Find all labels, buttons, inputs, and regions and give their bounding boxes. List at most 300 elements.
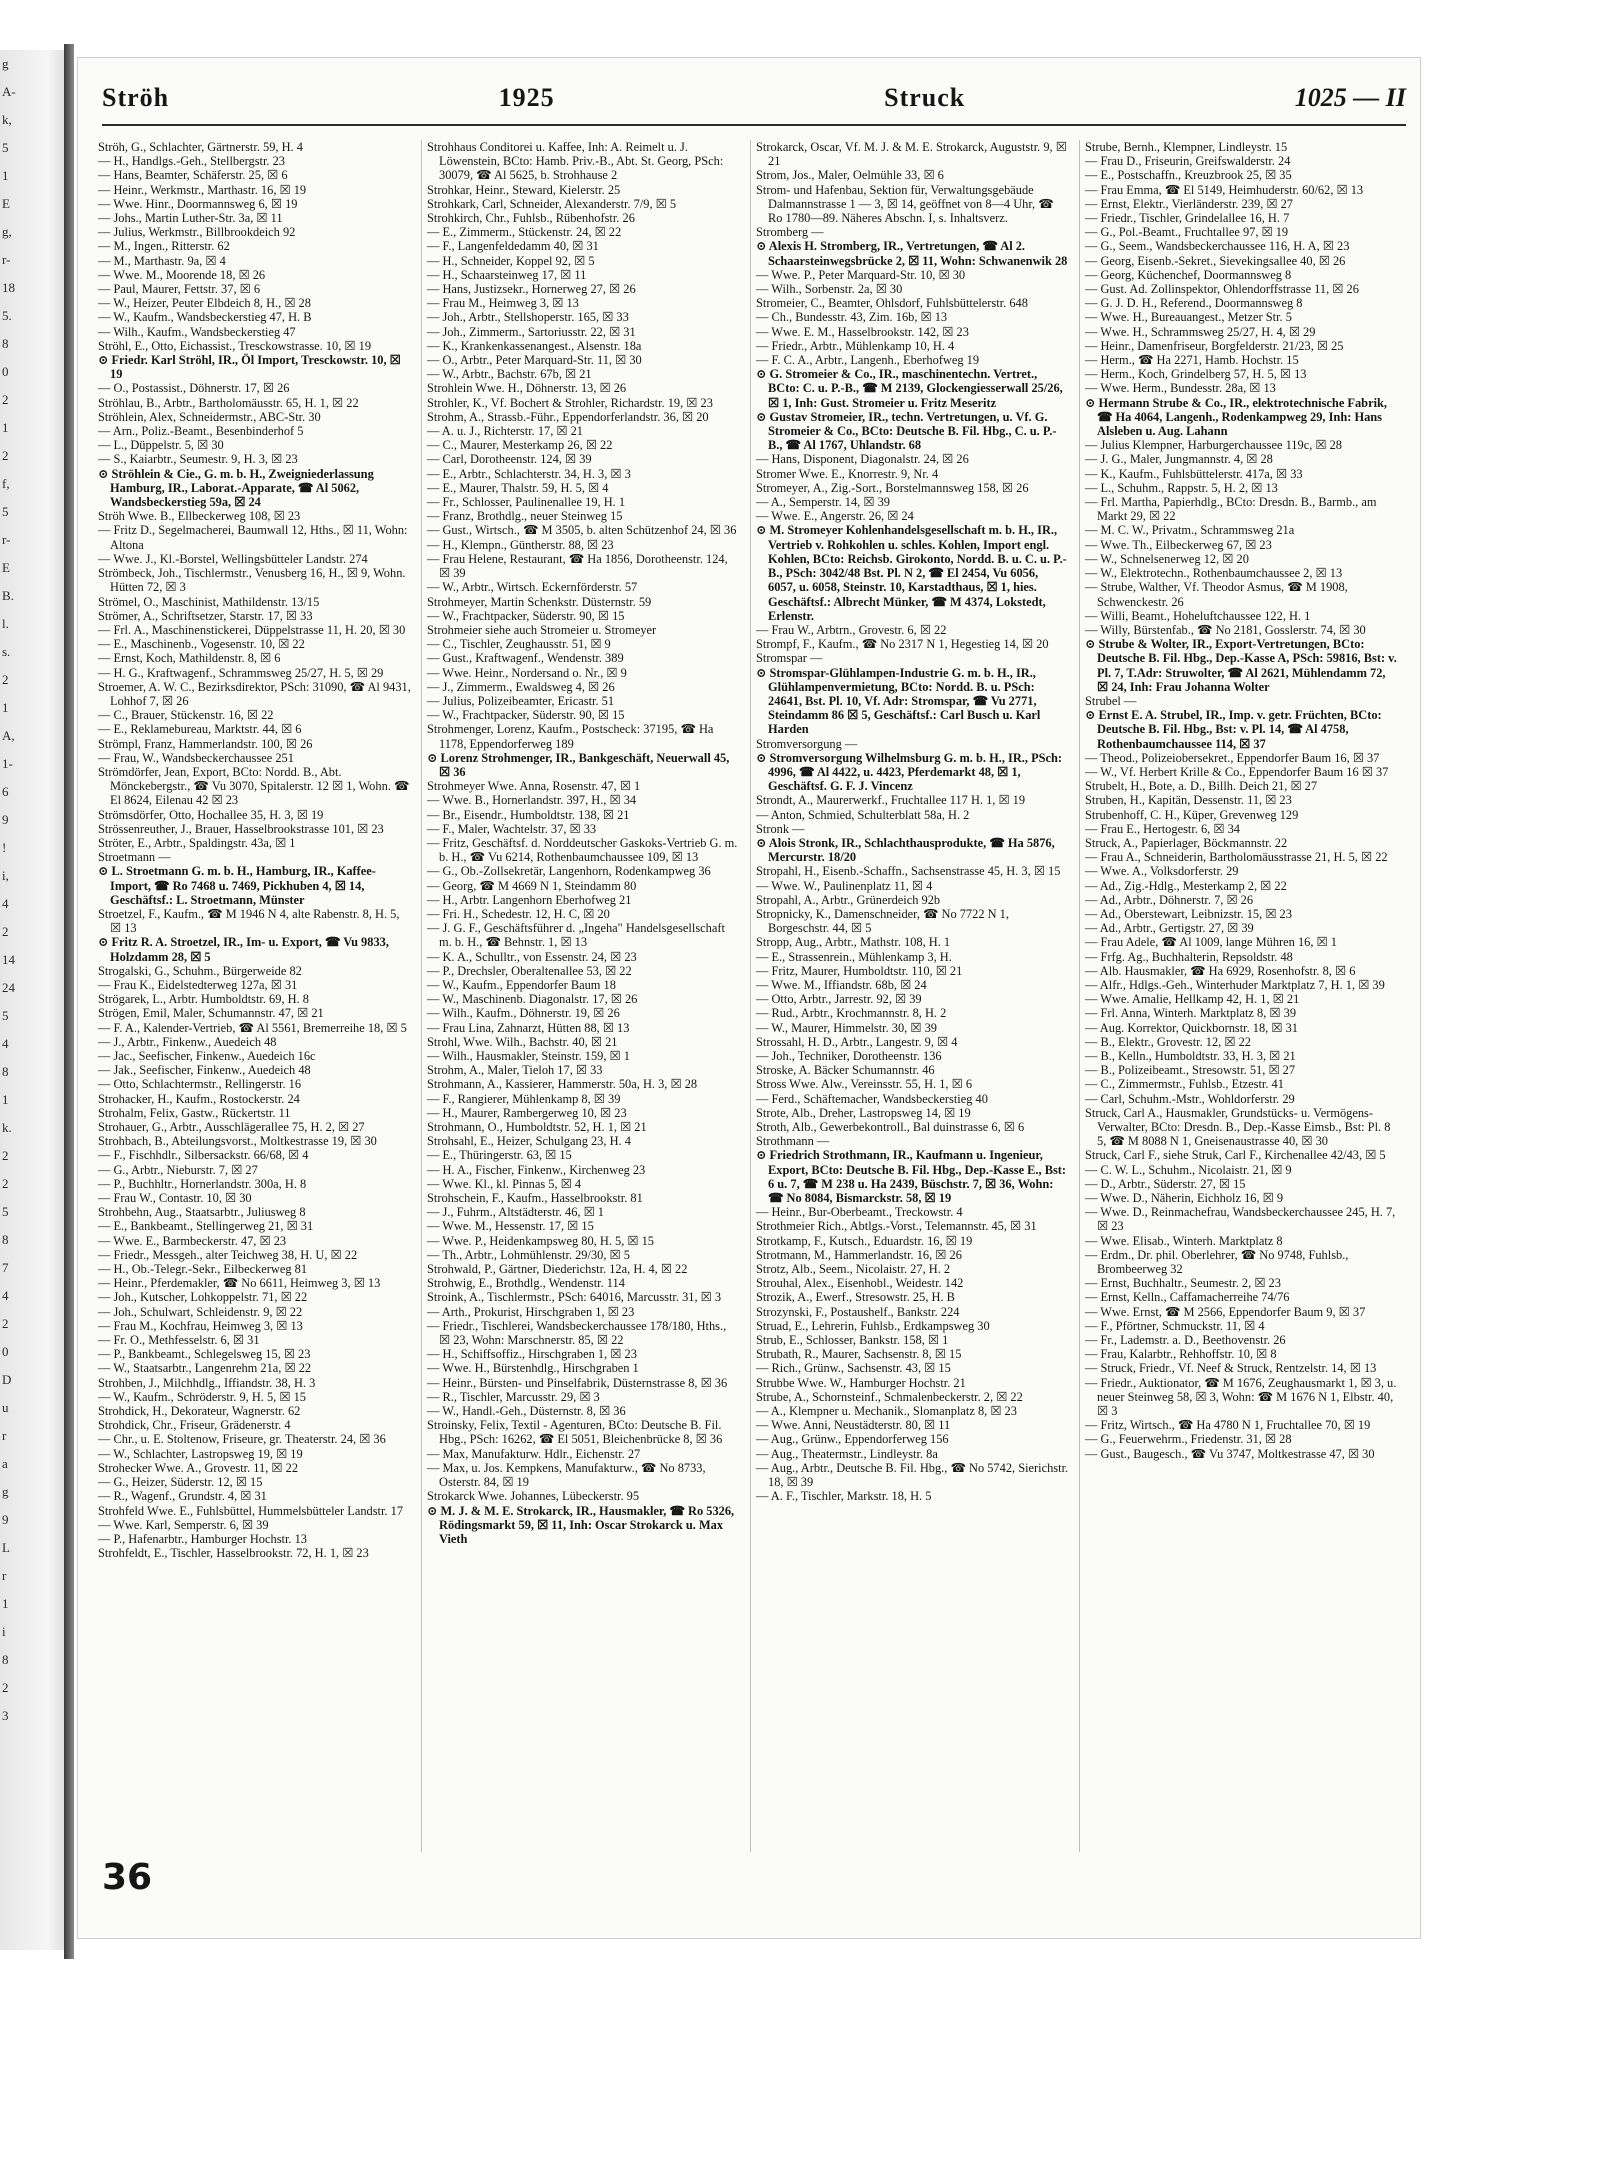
previous-page-fragment: g, bbox=[2, 224, 12, 239]
directory-entry: — R., Tischler, Marcusstr. 29, ☒ 3 bbox=[427, 1389, 600, 1404]
directory-entry: — Georg, Eisenb.-Sekret., Sievekingsallee 40, ☒ 26 bbox=[1085, 253, 1346, 268]
directory-entry: Strohkark, Carl, Schneider, Alexanderstr. 7/9, ☒ 5 bbox=[427, 196, 677, 211]
directory-entry: — G. J. D. H., Referend., Doormannsweg 8 bbox=[1085, 296, 1303, 311]
directory-entry: Struck, Carl A., Hausmakler, Grundstücks- u. Vermögens-Verwalter, BCto: Dresdn. B., Dep.-Kasse Eimsb., Bst: Pl. 8 5, ☎ M 8088 N 1, Gneisenaustrasse 40, ☒ 30 bbox=[1085, 1105, 1391, 1149]
previous-page-fragment: 8 bbox=[2, 1232, 9, 1247]
directory-entry: — C., Tischler, Zeughausstr. 51, ☒ 9 bbox=[427, 637, 611, 652]
directory-entry: Strondt, A., Maurerwerkf., Fruchtallee 117 H. 1, ☒ 19 bbox=[756, 793, 1026, 808]
directory-entry: — Rich., Grünw., Sachsenstr. 43, ☒ 15 bbox=[756, 1361, 951, 1376]
directory-entry: — E., Maschinenb., Vogesenstr. 10, ☒ 22 bbox=[98, 637, 305, 652]
directory-entry: — Wwe. Heinr., Nordersand o. Nr., ☒ 9 bbox=[427, 665, 627, 680]
directory-entry: — G., Ob.-Zollsekretär, Langenhorn, Rodenkampweg 36 bbox=[427, 864, 711, 879]
previous-page-fragment: 1 bbox=[2, 1596, 9, 1611]
directory-entry: — R., Wagenf., Grundstr. 4, ☒ 31 bbox=[98, 1489, 267, 1504]
directory-entry: Strömpl, Franz, Hammerlandstr. 100, ☒ 26 bbox=[98, 736, 313, 751]
directory-entry: — Heinr., Bürsten- und Pinselfabrik, Düsternstrasse 8, ☒ 36 bbox=[427, 1375, 728, 1390]
previous-page-fragment: D bbox=[2, 1372, 12, 1387]
directory-entry: — Wwe. J., Kl.-Borstel, Wellingsbütteler Landstr. 274 bbox=[98, 551, 368, 566]
directory-entry: — E., Postschaffn., Kreuzbrook 25, ☒ 35 bbox=[1085, 168, 1292, 183]
directory-entry: — C., Zimmermstr., Fuhlsb., Etzestr. 41 bbox=[1085, 1077, 1284, 1092]
directory-entry: Strube, A., Schornsteinf., Schmalenbeckerstr. 2, ☒ 22 bbox=[756, 1389, 1023, 1404]
directory-entry: Strohkirch, Chr., Fuhlsb., Rübenhofstr. 26 bbox=[427, 211, 635, 226]
directory-entry: — E., Reklamebureau, Marktstr. 44, ☒ 6 bbox=[98, 722, 302, 737]
directory-entry: Strohmeier siehe auch Stromeier u. Stromeyer bbox=[427, 622, 657, 637]
directory-entry: Ströh, G., Schlachter, Gärtnerstr. 59, H. 4 bbox=[98, 140, 303, 154]
directory-entry: Strömer, A., Schriftsetzer, Starstr. 17, ☒ 33 bbox=[98, 608, 313, 623]
header-year: 1925 bbox=[498, 83, 555, 112]
directory-entry: — Willi, Beamt., Hoheluftchaussee 122, H. 1 bbox=[1085, 608, 1311, 623]
directory-entry: — Arn., Poliz.-Beamt., Besenbinderhof 5 bbox=[98, 424, 304, 439]
directory-entry: Stromversorgung — bbox=[756, 736, 858, 751]
directory-entry: — W., Kaufm., Schröderstr. 9, H. 5, ☒ 15 bbox=[98, 1389, 306, 1404]
directory-entry: — Aug., Grünw., Eppendorferweg 156 bbox=[756, 1432, 949, 1447]
directory-entry: Stropahl, H., Eisenb.-Schaffn., Sachsenstrasse 45, H. 3, ☒ 15 bbox=[756, 864, 1061, 879]
directory-entry: Strote, Alb., Dreher, Lastropsweg 14, ☒ 19 bbox=[756, 1105, 971, 1120]
directory-entry: — Ferd., Schäftemacher, Wandsbeckerstieg 40 bbox=[756, 1091, 988, 1106]
directory-entry: Strokarck Wwe. Johannes, Lübeckerstr. 95 bbox=[427, 1489, 640, 1504]
previous-page-fragment: 1- bbox=[2, 756, 13, 771]
page-number: 36 bbox=[102, 1857, 153, 1898]
directory-entry: Stromspar — bbox=[756, 651, 823, 666]
directory-entry: — M. C. W., Privatm., Schrammsweg 21a bbox=[1085, 523, 1295, 538]
directory-entry: — Frau M., Kochfrau, Heimweg 3, ☒ 13 bbox=[98, 1318, 303, 1333]
header-last-name: Struck bbox=[884, 83, 966, 112]
directory-entry: — Wwe. Amalie, Hellkamp 42, H. 1, ☒ 21 bbox=[1085, 992, 1300, 1007]
header-page-ref: 1025 — II bbox=[1294, 83, 1406, 112]
directory-entry: — Fr., Schlosser, Paulinenallee 19, H. 1 bbox=[427, 495, 626, 510]
directory-entry: Strotz, Alb., Seem., Nicolaistr. 27, H. 2 bbox=[756, 1262, 951, 1277]
directory-entry: — Gust., Baugesch., ☎ Vu 3747, Moltkestrasse 47, ☒ 30 bbox=[1085, 1446, 1375, 1461]
directory-entry: — A., Semperstr. 14, ☒ 39 bbox=[756, 495, 890, 510]
directory-entry: — Joh., Schulwart, Schleidenstr. 9, ☒ 22 bbox=[98, 1304, 303, 1319]
directory-entry: — H., Schiffsoffiz., Hirschgraben 1, ☒ 23 bbox=[427, 1347, 637, 1362]
directory-entry: — Friedr., Tischler, Grindelallee 16, H. 7 bbox=[1085, 211, 1290, 226]
directory-entry: Strothmeier Rich., Abtlgs.-Vorst., Telemannstr. 45, ☒ 31 bbox=[756, 1219, 1037, 1234]
directory-entry: — Aug., Arbtr., Deutsche B. Fil. Hbg., ☎ No 5742, Sierichstr. 18, ☒ 39 bbox=[756, 1460, 1069, 1490]
directory-entry: — Julius Klempner, Harburgerchaussee 119c, ☒ 28 bbox=[1085, 438, 1342, 453]
previous-page-fragment: 2 bbox=[2, 924, 9, 939]
directory-entry: — P., Buchhltr., Hornerlandstr. 300a, H. 8 bbox=[98, 1176, 307, 1191]
previous-page-fragment: B. bbox=[2, 588, 14, 603]
previous-page-fragment: 1 bbox=[2, 420, 9, 435]
directory-entry: Strohlein Wwe. H., Döhnerstr. 13, ☒ 26 bbox=[427, 381, 627, 396]
directory-entry: — Hans, Justizsekr., Hornerweg 27, ☒ 26 bbox=[427, 282, 636, 297]
directory-entry: — W., Kaufm., Eppendorfer Baum 18 bbox=[427, 977, 616, 992]
directory-entry: — W., Schlachter, Lastropsweg 19, ☒ 19 bbox=[98, 1446, 303, 1461]
directory-entry: Strohmeyer, Martin Schenkstr. Düsternstr. 59 bbox=[427, 594, 652, 609]
previous-page-fragment: i bbox=[2, 1624, 6, 1639]
directory-entry: — A., Klempner u. Mechanik., Slomanplatz 8, ☒ 23 bbox=[756, 1404, 1017, 1419]
book-binding-edge bbox=[64, 44, 74, 1959]
directory-entry: — Wilh., Kaufm., Wandsbeckerstieg 47 bbox=[98, 324, 296, 339]
directory-entry: — B., Polizeibeamt., Stresowstr. 51, ☒ 27 bbox=[1085, 1063, 1296, 1078]
directory-entry: Strohdick, H., Dekorateur, Wagnerstr. 62 bbox=[98, 1404, 301, 1419]
directory-entry: — Fritz, Geschäftsf. d. Norddeutscher Gaskoks-Vertrieb G. m. b. H., ☎ Vu 6214, Rothenbaumchaussee 109, ☒ 13 bbox=[427, 835, 738, 865]
directory-entry: ⊙ Friedr. Karl Ströhl, IR., Öl Import, Tresckowstr. 10, ☒ 19 bbox=[98, 353, 401, 382]
directory-entry: Strohmann, O., Humboldtstr. 52, H. 1, ☒ 21 bbox=[427, 1120, 647, 1135]
directory-entry: — J., Arbtr., Finkenw., Auedeich 48 bbox=[98, 1034, 277, 1049]
directory-entry: — H., Arbtr. Langenhorn Eberhofweg 21 bbox=[427, 892, 632, 907]
directory-entry: — W., Schnelsenerweg 12, ☒ 20 bbox=[1085, 551, 1249, 566]
previous-page-margin bbox=[0, 50, 68, 1950]
directory-entry: ⊙ M. J. & M. E. Strokarck, IR., Hausmakler, ☎ Ro 5326, Rödingsmarkt 59, ☒ 11, Inh: Oscar Strokarck u. Max Vieth bbox=[427, 1503, 735, 1546]
directory-entry: — B., Elektr., Grovestr. 12, ☒ 22 bbox=[1085, 1034, 1251, 1049]
directory-entry: — W., Staatsarbtr., Langenrehm 21a, ☒ 22 bbox=[98, 1361, 312, 1376]
previous-page-fragment: u bbox=[2, 1400, 9, 1415]
previous-page-fragment: g bbox=[2, 1484, 9, 1499]
directory-entry: Strögen, Emil, Maler, Schumannstr. 47, ☒ 21 bbox=[98, 1006, 324, 1021]
directory-entry: — Jak., Seefischer, Finkenw., Auedeich 48 bbox=[98, 1063, 311, 1078]
directory-entry: — Wwe. M., Hessenstr. 17, ☒ 15 bbox=[427, 1219, 594, 1234]
directory-entry: — Aug., Theatermstr., Lindleystr. 8a bbox=[756, 1446, 938, 1461]
directory-page bbox=[78, 58, 1420, 1938]
directory-entry: — Johs., Martin Luther-Str. 3a, ☒ 11 bbox=[98, 211, 283, 226]
directory-entry: — K., Kaufm., Fuhlsbüttelerstr. 417a, ☒ 33 bbox=[1085, 466, 1303, 481]
directory-entry: — F. A., Kalender-Vertrieb, ☎ Al 5561, Bremerreihe 18, ☒ 5 bbox=[98, 1020, 407, 1035]
directory-entry: — Frau Helene, Restaurant, ☎ Ha 1856, Dorotheenstr. 124, ☒ 39 bbox=[427, 551, 728, 581]
directory-entry: — Wwe. M., Moorende 18, ☒ 26 bbox=[98, 267, 266, 282]
directory-entry: — Wwe. D., Reinmachefrau, Wandsbeckerchaussee 245, H. 7, ☒ 23 bbox=[1085, 1205, 1396, 1234]
previous-page-fragment: A- bbox=[2, 84, 16, 99]
page-header bbox=[102, 72, 1406, 126]
directory-entry: Stroth, Alb., Gewerbekontroll., Bal duinstrasse 6, ☒ 6 bbox=[756, 1120, 1025, 1135]
directory-entry: — Carl, Schuhm.-Mstr., Wohldorferstr. 29 bbox=[1085, 1091, 1295, 1106]
directory-entry: — Gust. Ad. Zollinspektor, Ohlendorffstrasse 11, ☒ 26 bbox=[1085, 282, 1359, 297]
directory-entry: Strubath, R., Maurer, Sachsenstr. 8, ☒ 15 bbox=[756, 1347, 962, 1362]
directory-entry: — Ad., Arbtr., Gertigstr. 27, ☒ 39 bbox=[1085, 921, 1254, 936]
directory-entry: Stropnicky, K., Damenschneider, ☎ No 7722 N 1, Borgeschstr. 44, ☒ 5 bbox=[756, 906, 1009, 936]
previous-page-fragment: i, bbox=[2, 868, 9, 883]
directory-entry: — Wilh., Hausmakler, Steinstr. 159, ☒ 1 bbox=[427, 1049, 630, 1063]
directory-entry: — Wwe. H., Bürstenhdlg., Hirschgraben 1 bbox=[427, 1361, 639, 1376]
directory-entry: Strossahl, H. D., Arbtr., Langestr. 9, ☒ 4 bbox=[756, 1034, 958, 1049]
directory-entry: — J. G., Maler, Jungmannstr. 4, ☒ 28 bbox=[1085, 452, 1273, 467]
directory-entry: ⊙ Strube & Wolter, IR., Export-Vertretungen, BCto: Deutsche B. Fil. Hbg., Dep.-Kasse A, PSch: 59816, Bst: v. Pl. 7, T.Adr: Struwolter, ☎ Al 2621, Mühlendamm 72, ☒ 24, Inh: Frau Johanna Wolter bbox=[1085, 637, 1397, 694]
previous-page-fragment: 2 bbox=[2, 1316, 9, 1331]
directory-entry: Strozynski, F., Postaushelf., Bankstr. 224 bbox=[756, 1304, 960, 1319]
directory-entry: — Frl. A., Maschinenstickerei, Düppelstrasse 11, H. 20, ☒ 30 bbox=[98, 622, 406, 637]
directory-entry: Strompf, F., Kaufm., ☎ No 2317 N 1, Hegestieg 14, ☒ 20 bbox=[756, 637, 1049, 652]
previous-page-fragment: s. bbox=[2, 644, 11, 659]
directory-entry: — E., Strassenrein., Mühlenkamp 3, H. bbox=[756, 949, 952, 964]
directory-entry: Struad, E., Lehrerin, Fuhlsb., Erdkampsweg 30 bbox=[756, 1318, 990, 1333]
directory-entry: Strom, Jos., Maler, Oelmühle 33, ☒ 6 bbox=[756, 168, 944, 183]
directory-entry: Strohm, A., Strassb.-Führ., Eppendorferlandstr. 36, ☒ 20 bbox=[427, 409, 709, 424]
previous-page-fragment: 4 bbox=[2, 896, 9, 911]
directory-entry: — Ad., Zig.-Hdlg., Mesterkamp 2, ☒ 22 bbox=[1085, 878, 1287, 893]
previous-page-fragment: 2 bbox=[2, 1176, 9, 1191]
directory-entry: Strössenreuther, J., Brauer, Hasselbrookstrasse 101, ☒ 23 bbox=[98, 821, 384, 836]
directory-entry: — Heinr., Werkmstr., Marthastr. 16, ☒ 19 bbox=[98, 182, 307, 197]
directory-entry: — Fri. H., Schedestr. 12, H. C, ☒ 20 bbox=[427, 906, 610, 921]
directory-entry: Stroemer, A. W. C., Bezirksdirektor, PSch: 31090, ☎ Al 9431, Lohhof 7, ☒ 26 bbox=[98, 679, 411, 708]
directory-entry: Ströter, E., Arbtr., Spaldingstr. 43a, ☒ 1 bbox=[98, 835, 296, 850]
previous-page-fragment: k. bbox=[2, 1120, 12, 1135]
directory-entry: — Herm., Koch, Grindelberg 57, H. 5, ☒ 13 bbox=[1085, 367, 1307, 382]
previous-page-fragment: 14 bbox=[2, 952, 15, 967]
directory-entry: — M., Ingen., Ritterstr. 62 bbox=[98, 239, 230, 254]
directory-entry: Strohmann, A., Kassierer, Hammerstr. 50a, H. 3, ☒ 28 bbox=[427, 1077, 698, 1092]
previous-page-fragment: 2 bbox=[2, 1680, 9, 1695]
directory-entry: — W., Arbtr., Wirtsch. Eckernförderstr. 57 bbox=[427, 580, 638, 595]
directory-entry: — Rud., Arbtr., Krochmannstr. 8, H. 2 bbox=[756, 1006, 947, 1021]
directory-entry: ⊙ Lorenz Strohmenger, IR., Bankgeschäft, Neuerwall 45, ☒ 36 bbox=[427, 750, 730, 779]
directory-entry: — Frau, Kalarbtr., Rehhoffstr. 10, ☒ 8 bbox=[1085, 1347, 1277, 1362]
directory-entry: — C. W. L., Schuhm., Nicolaistr. 21, ☒ 9 bbox=[1085, 1162, 1292, 1177]
directory-entry: Strubbe Wwe. W., Hamburger Hochstr. 21 bbox=[756, 1375, 966, 1390]
directory-entry: Strohmeyer Wwe. Anna, Rosenstr. 47, ☒ 1 bbox=[427, 779, 641, 794]
previous-page-fragment: 2 bbox=[2, 1148, 9, 1163]
directory-entry: — Frau K., Eidelstedterweg 127a, ☒ 31 bbox=[98, 977, 298, 992]
previous-page-fragment: 7 bbox=[2, 1260, 9, 1275]
previous-page-fragment: k, bbox=[2, 112, 12, 127]
directory-entry: — Frau D., Friseurin, Greifswalderstr. 24 bbox=[1085, 154, 1291, 169]
column-4 bbox=[1079, 140, 1398, 1852]
directory-entry: Strömdörfer, Jean, Export, BCto: Nordd. B., Abt. Mönckebergstr., ☎ Vu 3070, Spitalerstr. 12 ☒ 1, Wohn. ☎ El 8624, Eilenau 42 ☒ 23 bbox=[98, 764, 410, 808]
directory-entry: Strohwig, E., Brothdlg., Wendenstr. 114 bbox=[427, 1276, 625, 1291]
directory-entry: — Ernst, Buchhaltr., Seumestr. 2, ☒ 23 bbox=[1085, 1276, 1281, 1291]
directory-entry: — F., Langenfeldedamm 40, ☒ 31 bbox=[427, 239, 599, 254]
directory-entry: Strohl, Wwe. Wilh., Bachstr. 40, ☒ 21 bbox=[427, 1034, 618, 1049]
directory-entry: — Wwe. Hinr., Doormannsweg 6, ☒ 19 bbox=[98, 196, 298, 211]
directory-entry: — D., Arbtr., Süderstr. 27, ☒ 15 bbox=[1085, 1176, 1246, 1191]
directory-entry: — C., Brauer, Stückenstr. 16, ☒ 22 bbox=[98, 708, 274, 723]
directory-entry: Stross Wwe. Alw., Vereinsstr. 55, H. 1, ☒ 6 bbox=[756, 1077, 973, 1092]
directory-entry: — Heinr., Damenfriseur, Borgfelderstr. 21/23, ☒ 25 bbox=[1085, 338, 1344, 353]
previous-page-fragment: 18 bbox=[2, 280, 15, 295]
directory-entry: ⊙ L. Stroetmann G. m. b. H., Hamburg, IR., Kaffee-Import, ☎ Ro 7468 u. 7469, Pickhuben 4, ☒ 14, Geschäftsf.: L. Stroetmann, Münster bbox=[98, 864, 376, 907]
directory-entry: — Ernst, Koch, Mathildenstr. 8, ☒ 6 bbox=[98, 651, 281, 666]
directory-entry: — Friedr., Auktionator, ☎ M 1676, Zeughausmarkt 1, ☒ 3, u. neuer Steinweg 58, ☒ 3, Wohn: ☎ M 1676 N 1, Elbstr. 40, ☒ 3 bbox=[1085, 1375, 1397, 1419]
directory-entry: — Wwe. Ernst, ☎ M 2566, Eppendorfer Baum 9, ☒ 37 bbox=[1085, 1304, 1366, 1319]
directory-entry: ⊙ Alexis H. Stromberg, IR., Vertretungen, ☎ Al 2. Schaarsteinwegsbrücke 2, ☒ 11, Wohn: Schwanenwik 28 bbox=[756, 239, 1068, 268]
previous-page-fragment: 5 bbox=[2, 1008, 9, 1023]
directory-entry: — H., Schaarsteinweg 17, ☒ 11 bbox=[427, 267, 587, 282]
directory-entry: — Heinr., Bur-Oberbeamt., Treckowstr. 4 bbox=[756, 1205, 963, 1220]
directory-entry: — Joh., Techniker, Dorotheenstr. 136 bbox=[756, 1049, 942, 1063]
previous-page-fragment: 2 bbox=[2, 392, 9, 407]
directory-entry: — Frau W., Arbtrn., Grovestr. 6, ☒ 22 bbox=[756, 622, 947, 637]
directory-entry: — Frau A., Schneiderin, Bartholomäusstrasse 21, H. 5, ☒ 22 bbox=[1085, 850, 1388, 865]
directory-entry: — W., Frachtpacker, Süderstr. 90, ☒ 15 bbox=[427, 608, 625, 623]
directory-entry: — J., Zimmerm., Ewaldsweg 4, ☒ 26 bbox=[427, 679, 615, 694]
directory-entry: — Frau Lina, Zahnarzt, Hütten 88, ☒ 13 bbox=[427, 1020, 630, 1035]
directory-entry: Strohbehn, Aug., Staatsarbtr., Juliusweg 8 bbox=[98, 1205, 306, 1220]
header-first-name: Ströh bbox=[102, 83, 170, 112]
directory-entry: — K. A., Schulltr., von Essenstr. 24, ☒ 23 bbox=[427, 949, 637, 964]
directory-entry: ⊙ Ströhlein & Cie., G. m. b. H., Zweigniederlassung Hamburg, IR., Laborat.-Apparate, ☎ Al 5062, Wandsbeckerstieg 59a, ☒ 24 bbox=[98, 466, 374, 510]
directory-entry: Struck, A., Papierlager, Böckmannstr. 22 bbox=[1085, 835, 1288, 850]
directory-entry: Strube, Bernh., Klempner, Lindleystr. 15 bbox=[1085, 140, 1288, 154]
directory-entry: — H. G., Kraftwagenf., Schrammsweg 25/27, H. 5, ☒ 29 bbox=[98, 665, 384, 680]
directory-entry: — Wilh., Sorbenstr. 2a, ☒ 30 bbox=[756, 282, 903, 297]
directory-entry: ⊙ Fritz R. A. Stroetzel, IR., Im- u. Export, ☎ Vu 9833, Holzdamm 28, ☒ 5 bbox=[98, 935, 389, 964]
directory-entry: — Franz, Brothdlg., neuer Steinweg 15 bbox=[427, 509, 623, 524]
directory-entry: Stroink, A., Tischlermstr., PSch: 64016, Marcusstr. 31, ☒ 3 bbox=[427, 1290, 722, 1305]
directory-entry: — Georg, Küchenchef, Doormannsweg 8 bbox=[1085, 267, 1292, 282]
directory-entry: — Max, Manufakturw. Hdlr., Eichenstr. 27 bbox=[427, 1446, 641, 1461]
directory-entry: Ströh Wwe. B., Ellbeckerweg 108, ☒ 23 bbox=[98, 509, 301, 524]
directory-entry: — Hans, Disponent, Diagonalstr. 24, ☒ 26 bbox=[756, 452, 969, 467]
directory-entry: — J., Fuhrm., Altstädterstr. 46, ☒ 1 bbox=[427, 1205, 605, 1220]
directory-entry: ⊙ Stromversorgung Wilhelmsburg G. m. b. H., IR., PSch: 4996, ☎ Al 4422, u. 4423, Pferdemarkt 48, ☒ 1, Geschäftsf. G. F. J. Vincenz bbox=[756, 750, 1063, 794]
directory-entry: — Wwe. Herm., Bundesstr. 28a, ☒ 13 bbox=[1085, 381, 1276, 396]
directory-entry: Ströhlau, B., Arbtr., Bartholomäusstr. 65, H. 1, ☒ 22 bbox=[98, 395, 359, 410]
previous-page-fragment: 2 bbox=[2, 448, 9, 463]
directory-entry: — Frau E., Hertogestr. 6, ☒ 34 bbox=[1085, 821, 1240, 836]
directory-entry: — Heinr., Pferdemakler, ☎ No 6611, Heimweg 3, ☒ 13 bbox=[98, 1276, 381, 1291]
directory-entry: Strom- und Hafenbau, Sektion für, Verwaltungsgebäude Dalmannstrasse 1 — 3, ☒ 14, geöffnet von 8—4 Uhr, ☎ Ro 1780—89. Näheres Abschn. I, s. Inhaltsverz. bbox=[756, 182, 1054, 226]
directory-entry: — C., Maurer, Mesterkamp 26, ☒ 22 bbox=[427, 438, 613, 453]
previous-page-fragment: E bbox=[2, 560, 10, 575]
directory-entry: — F., Pförtner, Schmuckstr. 11, ☒ 4 bbox=[1085, 1318, 1265, 1333]
directory-entry: ⊙ G. Stromeier & Co., IR., maschinentechn. Vertret., BCto: C. u. P.-B., ☎ M 2139, Glockengiesserwall 25/26, ☒ 1, Inh: Gust. Stromeier u. Fritz Meseritz bbox=[756, 367, 1063, 410]
previous-page-fragment: 8 bbox=[2, 1064, 9, 1079]
directory-entry: Stroetzel, F., Kaufm., ☎ M 1946 N 4, alte Rabenstr. 8, H. 5, ☒ 13 bbox=[98, 906, 400, 936]
directory-entry: — Frau W., Contastr. 10, ☒ 30 bbox=[98, 1191, 252, 1206]
directory-entry: — Frau Adele, ☎ Al 1009, lange Mühren 16, ☒ 1 bbox=[1085, 935, 1337, 950]
directory-entry: — Georg, ☎ M 4669 N 1, Steindamm 80 bbox=[427, 878, 637, 893]
directory-entry: — Aug. Korrektor, Quickbornstr. 18, ☒ 31 bbox=[1085, 1020, 1298, 1035]
directory-entry: — Otto, Arbtr., Jarrestr. 92, ☒ 39 bbox=[756, 992, 922, 1007]
directory-entry: — G., Pol.-Beamt., Fruchtallee 97, ☒ 19 bbox=[1085, 225, 1289, 240]
directory-entry: — Alfr., Hdlgs.-Geh., Winterhuder Marktplatz 7, H. 1, ☒ 39 bbox=[1085, 977, 1385, 992]
directory-entry: Strubel — bbox=[1085, 693, 1137, 708]
directory-entry: — Frau M., Heimweg 3, ☒ 13 bbox=[427, 296, 579, 311]
directory-entry: Strubenhoff, C. H., Küper, Grevenweg 129 bbox=[1085, 807, 1299, 822]
directory-entry: — Max, u. Jos. Kempkens, Manufakturw., ☎ No 8733, Osterstr. 84, ☒ 19 bbox=[427, 1460, 706, 1490]
directory-entry: — H., Handlgs.-Geh., Stellbergstr. 23 bbox=[98, 154, 285, 169]
previous-page-fragment: r- bbox=[2, 532, 11, 547]
directory-entry: — L., Düppelstr. 5, ☒ 30 bbox=[98, 438, 224, 453]
directory-entry: Strotkamp, F., Kutsch., Eduardstr. 16, ☒ 19 bbox=[756, 1233, 973, 1248]
directory-entry: — W., Arbtr., Bachstr. 67b, ☒ 21 bbox=[427, 367, 592, 382]
directory-entry: — W., Kaufm., Wandsbeckerstieg 47, H. B bbox=[98, 310, 312, 325]
directory-entry: — G., Feuerwehrm., Friedenstr. 31, ☒ 28 bbox=[1085, 1432, 1292, 1447]
previous-page-fragment: 8 bbox=[2, 336, 9, 351]
previous-page-fragment: 4 bbox=[2, 1288, 9, 1303]
directory-entry: ⊙ Ernst E. A. Strubel, IR., Imp. v. getr. Früchten, BCto: Deutsche B. Fil. Hbg., Bst: v. Pl. 14, ☎ Al 4758, Rothenbaumchaussee 114, ☒ 37 bbox=[1085, 708, 1382, 751]
directory-entry: Stroske, A. Bäcker Schumannstr. 46 bbox=[756, 1063, 935, 1078]
directory-entry: Strohmenger, Lorenz, Kaufm., Postscheck: 37195, ☎ Ha 1178, Eppendorferweg 189 bbox=[427, 722, 714, 751]
directory-entry: Strohdick, Chr., Friseur, Grädenerstr. 4 bbox=[98, 1418, 291, 1433]
directory-entry: Strohm, A., Maler, Tieloh 17, ☒ 33 bbox=[427, 1063, 603, 1078]
directory-entry: Stromeier, C., Beamter, Ohlsdorf, Fuhlsbüttelerstr. 648 bbox=[756, 296, 1028, 311]
directory-entry: Strohkar, Heinr., Steward, Kielerstr. 25 bbox=[427, 182, 621, 197]
directory-entry: Strogalski, G., Schuhm., Bürgerweide 82 bbox=[98, 963, 302, 978]
directory-entry: Strohauer, G., Arbtr., Ausschlägerallee 75, H. 2, ☒ 27 bbox=[98, 1120, 365, 1135]
directory-entry: — P., Drechsler, Oberaltenallee 53, ☒ 22 bbox=[427, 963, 632, 978]
directory-entry: ⊙ Alois Stronk, IR., Schlachthausprodukte, ☎ Ha 5876, Mercurstr. 18/20 bbox=[756, 835, 1055, 865]
directory-entry: — W., Vf. Herbert Krille & Co., Eppendorfer Baum 16 ☒ 37 bbox=[1085, 764, 1389, 779]
directory-entry: Strohfeld Wwe. E., Fuhlsbüttel, Hummelsbütteler Landstr. 17 bbox=[98, 1503, 404, 1518]
directory-entry: ⊙ Stromspar-Glühlampen-Industrie G. m. b. H., IR., Glühlampenvermietung, BCto: Nordd. B. u. PSch: 24641, Bst. Pl. 10, Vf. Adr: Stromspar, ☎ Vu 2771, Steindamm 86 ☒ 5, Geschäftsf.: Carl Busch u. Karl Harden bbox=[756, 665, 1041, 737]
directory-entry: — Anton, Schmied, Schulterblatt 58a, H. 2 bbox=[756, 807, 970, 822]
directory-entry: — Friedr., Messgeh., alter Teichweg 38, H. U, ☒ 22 bbox=[98, 1247, 358, 1262]
previous-page-fragment: 9 bbox=[2, 1512, 9, 1527]
directory-entry: — Friedr., Tischlerei, Wandsbeckerchaussee 178/180, Hths., ☒ 23, Wohn: Marschnerstr. 85, ☒ 22 bbox=[427, 1318, 727, 1348]
previous-page-fragment: f, bbox=[2, 476, 10, 491]
directory-entry: — Wwe. Karl, Semperstr. 6, ☒ 39 bbox=[98, 1517, 269, 1532]
directory-entry: — Frfg. Ag., Buchhalterin, Repsoldstr. 48 bbox=[1085, 949, 1293, 964]
directory-entry: Stromberg — bbox=[756, 225, 824, 240]
directory-entry: — S., Kaiarbtr., Seumestr. 9, H. 3, ☒ 23 bbox=[98, 452, 298, 467]
directory-entry: — W., Heizer, Peuter Elbdeich 8, H., ☒ 28 bbox=[98, 296, 311, 311]
directory-entry: — Carl, Dorotheenstr. 124, ☒ 39 bbox=[427, 452, 592, 467]
directory-entry: — Chr., u. E. Stoltenow, Friseure, gr. Theaterstr. 24, ☒ 36 bbox=[98, 1432, 386, 1447]
directory-entry: — A. F., Tischler, Markstr. 18, H. 5 bbox=[756, 1489, 932, 1504]
directory-entry: — Alb. Hausmakler, ☎ Ha 6929, Rosenhofstr. 8, ☒ 6 bbox=[1085, 963, 1356, 978]
directory-entry: — Julius, Polizeibeamter, Ericastr. 51 bbox=[427, 693, 615, 708]
previous-page-fragment: 4 bbox=[2, 1036, 9, 1051]
directory-entry: — Fr. O., Methfesselstr. 6, ☒ 31 bbox=[98, 1333, 260, 1348]
directory-entry: — Hans, Beamter, Schäferstr. 25, ☒ 6 bbox=[98, 168, 288, 183]
directory-entry: — W., Handl.-Geh., Düsternstr. 8, ☒ 36 bbox=[427, 1404, 626, 1419]
directory-entry: — Frl. Anna, Winterh. Marktplatz 8, ☒ 39 bbox=[1085, 1006, 1297, 1021]
directory-entry: — Otto, Schlachtermstr., Rellingerstr. 16 bbox=[98, 1077, 302, 1092]
directory-entry: Ströhlein, Alex, Schneidermstr., ABC-Str. 30 bbox=[98, 409, 321, 424]
directory-entry: — G., Heizer, Süderstr. 12, ☒ 15 bbox=[98, 1475, 263, 1490]
directory-entry: — Friedr., Arbtr., Mühlenkamp 10, H. 4 bbox=[756, 338, 955, 353]
directory-entry: — F., Maler, Wachtelstr. 37, ☒ 33 bbox=[427, 821, 597, 836]
previous-page-fragment: 5. bbox=[2, 308, 12, 323]
directory-entry: Stropp, Aug., Arbtr., Mathstr. 108, H. 1 bbox=[756, 935, 951, 950]
previous-page-fragment: 1 bbox=[2, 168, 9, 183]
directory-entry: Stromer Wwe. E., Knorrestr. 9, Nr. 4 bbox=[756, 466, 939, 481]
directory-entry: — Wwe. P., Peter Marquard-Str. 10, ☒ 30 bbox=[756, 267, 966, 282]
previous-page-fragment: 0 bbox=[2, 1344, 9, 1359]
directory-entry: Strömel, O., Maschinist, Mathildenstr. 13/15 bbox=[98, 594, 320, 609]
directory-entry: — Fr., Lademstr. a. D., Beethovenstr. 26 bbox=[1085, 1333, 1286, 1348]
directory-entry: Strub, E., Schlosser, Bankstr. 158, ☒ 1 bbox=[756, 1333, 949, 1348]
directory-entry: — Fritz, Maurer, Humboldtstr. 110, ☒ 21 bbox=[756, 963, 963, 978]
directory-entry: — Ad., Arbtr., Döhnerstr. 7, ☒ 26 bbox=[1085, 892, 1254, 907]
previous-page-fragment: r- bbox=[2, 252, 11, 267]
previous-page-fragment: 5 bbox=[2, 140, 9, 155]
directory-entry: — E., Zimmerm., Stückenstr. 24, ☒ 22 bbox=[427, 225, 622, 240]
directory-entry: Strothmann — bbox=[756, 1134, 830, 1149]
previous-page-fragment: ! bbox=[2, 840, 7, 855]
directory-entry: — W., Maschinenb. Diagonalstr. 17, ☒ 26 bbox=[427, 992, 638, 1007]
directory-entry: — Wwe. Elisab., Winterh. Marktplatz 8 bbox=[1085, 1233, 1283, 1248]
previous-page-fragment: 9 bbox=[2, 812, 9, 827]
directory-entry: — Wwe. M., Iffiandstr. 68b, ☒ 24 bbox=[756, 977, 927, 992]
directory-entry: — Wwe. Th., Eilbeckerweg 67, ☒ 23 bbox=[1085, 537, 1272, 552]
directory-entry: Strohsahl, E., Heizer, Schulgang 23, H. 4 bbox=[427, 1134, 631, 1149]
directory-entry: Stronk — bbox=[756, 821, 805, 836]
directory-entry: Ströhl, E., Otto, Eichassist., Tresckowstrasse. 10, ☒ 19 bbox=[98, 338, 372, 353]
directory-entry: Strömbeck, Joh., Tischlermstr., Venusberg 16, H., ☒ 9, Wohn. Hütten 72, ☒ 3 bbox=[98, 566, 406, 595]
previous-page-fragment: 5 bbox=[2, 1204, 9, 1219]
directory-entry: — Wwe. E. M., Hasselbrookstr. 142, ☒ 23 bbox=[756, 324, 969, 339]
directory-entry: — Julius, Werkmstr., Billbrookdeich 92 bbox=[98, 225, 296, 240]
directory-entry: — Wwe. D., Näherin, Eichholz 16, ☒ 9 bbox=[1085, 1191, 1284, 1206]
directory-entry: — Wwe. P., Heidenkampsweg 80, H. 5, ☒ 15 bbox=[427, 1233, 654, 1248]
directory-entry: — Wwe. H., Bureauangest., Metzer Str. 5 bbox=[1085, 310, 1292, 325]
directory-entry: — Strube, Walther, Vf. Theodor Asmus, ☎ M 1908, Schwenckestr. 26 bbox=[1085, 580, 1348, 609]
directory-entry: — Fritz, Wirtsch., ☎ Ha 4780 N 1, Fruchtallee 70, ☒ 19 bbox=[1085, 1418, 1371, 1433]
directory-entry: — Wwe. B., Hornerlandstr. 397, H., ☒ 34 bbox=[427, 793, 637, 808]
directory-entry: ⊙ Gustav Stromeier, IR., techn. Vertretungen, u. Vf. G. Stromeier & Co., BCto: Deutsche B. Fil. Hbg., C. u. P.-B., ☎ Al 1767, Uhlandstr. 68 bbox=[756, 409, 1057, 453]
directory-entry: Strotmann, M., Hammerlandstr. 16, ☒ 26 bbox=[756, 1247, 962, 1262]
directory-entry: Struck, Carl F., siehe Struk, Carl F., Kirchenallee 42/43, ☒ 5 bbox=[1085, 1148, 1386, 1163]
previous-page-fragment: A, bbox=[2, 728, 15, 743]
previous-page-fragment: r bbox=[2, 1428, 7, 1443]
directory-entry: Strozik, A., Ewerf., Stresowstr. 25, H. B bbox=[756, 1290, 955, 1305]
column-1 bbox=[98, 140, 411, 1852]
directory-entry: — F. C. A., Arbtr., Langenh., Eberhofweg 19 bbox=[756, 353, 980, 368]
directory-entry: Strubelt, H., Bote, a. D., Billh. Deich 21, ☒ 27 bbox=[1085, 779, 1318, 794]
